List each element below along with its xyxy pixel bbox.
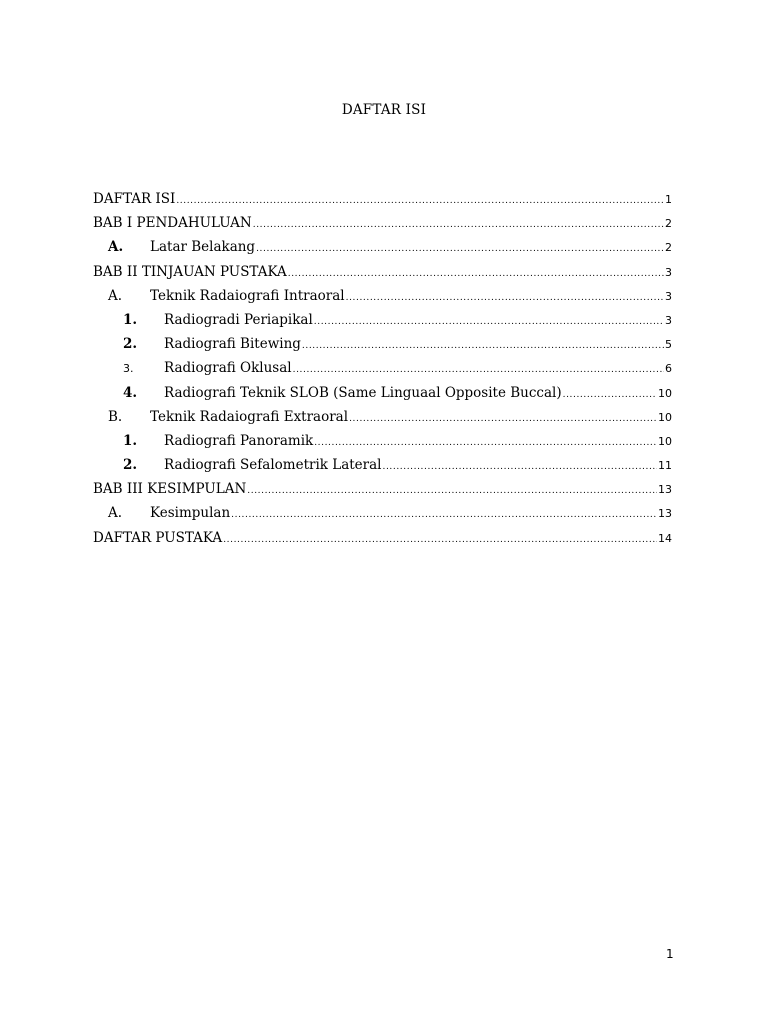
toc-entry-sefalometrik[interactable] bbox=[93, 457, 672, 481]
toc-entry-title: Radiografi Teknik SLOB (Same Linguaal Opposite Buccal) bbox=[164, 384, 562, 401]
toc-entry-page: 3 bbox=[665, 265, 672, 279]
toc-entry-periapikal[interactable] bbox=[93, 312, 672, 336]
toc-entry-number: 2. bbox=[123, 336, 138, 353]
toc-entry-page: 11 bbox=[658, 459, 672, 473]
dot-leader bbox=[349, 414, 657, 424]
dot-leader bbox=[314, 317, 664, 327]
toc-entry-number: 1. bbox=[123, 311, 138, 328]
dot-leader bbox=[293, 365, 664, 375]
toc-entry-title: BAB II TINJAUAN PUSTAKA bbox=[93, 263, 287, 280]
toc-entry-page: 5 bbox=[665, 338, 672, 352]
toc-entry-title: DAFTAR ISI bbox=[93, 191, 176, 207]
toc-entry-latar-belakang[interactable] bbox=[93, 239, 672, 263]
toc-entry-page: 1 bbox=[665, 193, 672, 206]
toc-entry-number: 1. bbox=[123, 432, 138, 449]
dot-leader bbox=[314, 438, 657, 448]
toc-entry-title: Teknik Radaiografi Intraoral bbox=[150, 287, 345, 304]
toc-entry-title: BAB I PENDAHULUAN bbox=[93, 215, 252, 232]
dot-leader bbox=[563, 390, 657, 400]
toc-entry-bab-2[interactable] bbox=[93, 264, 672, 288]
toc-entry-title: Radiogradi Periapikal bbox=[164, 311, 313, 328]
page-number: 1 bbox=[666, 947, 674, 961]
toc-entry-page: 2 bbox=[665, 217, 672, 231]
toc-entry-title: Latar Belakang bbox=[150, 239, 256, 256]
dot-leader bbox=[288, 269, 664, 279]
dot-leader bbox=[256, 244, 664, 254]
toc-entry-daftar-isi[interactable] bbox=[93, 191, 672, 215]
toc-entry-extraoral[interactable] bbox=[93, 409, 672, 433]
toc-entry-page: 13 bbox=[658, 483, 672, 497]
toc-entry-number: 3. bbox=[123, 362, 134, 376]
toc-entry-page: 10 bbox=[658, 386, 672, 400]
toc-entry-title: BAB III KESIMPULAN bbox=[93, 481, 247, 498]
toc-entry-title: Radiografi Panoramik bbox=[164, 432, 314, 449]
toc-entry-number: 4. bbox=[123, 384, 138, 401]
toc-entry-page: 6 bbox=[665, 362, 672, 376]
toc-entry-number: A. bbox=[108, 287, 123, 304]
dot-leader bbox=[382, 462, 657, 472]
toc-entry-page: 3 bbox=[665, 313, 672, 327]
toc-entry-kesimpulan[interactable] bbox=[93, 505, 672, 529]
toc-entry-page: 10 bbox=[658, 410, 672, 424]
toc-entry-page: 14 bbox=[658, 531, 672, 545]
dot-leader bbox=[231, 510, 657, 520]
dot-leader bbox=[223, 535, 657, 545]
toc-entry-bitewing[interactable] bbox=[93, 336, 672, 360]
toc-entry-page: 13 bbox=[658, 507, 672, 521]
dot-leader bbox=[176, 196, 664, 206]
toc-entry-title: Kesimpulan bbox=[150, 505, 231, 522]
dot-leader bbox=[302, 341, 664, 351]
dot-leader bbox=[346, 293, 664, 303]
toc-entry-bab-3[interactable] bbox=[93, 481, 672, 505]
toc-entry-title: DAFTAR PUSTAKA bbox=[93, 529, 223, 546]
toc-entry-title: Teknik Radaiografi Extraoral bbox=[150, 408, 349, 425]
toc-entry-number: A. bbox=[108, 505, 123, 522]
toc-entry-intraoral[interactable] bbox=[93, 288, 672, 312]
toc-entry-page: 3 bbox=[665, 289, 672, 303]
dot-leader bbox=[247, 486, 657, 496]
toc-entry-page: 2 bbox=[665, 241, 672, 255]
page-title: DAFTAR ISI bbox=[341, 102, 427, 118]
toc-entry-daftar-pustaka[interactable] bbox=[93, 530, 672, 554]
toc-entry-title: Radiografi Sefalometrik Lateral bbox=[164, 457, 382, 474]
table-of-contents bbox=[93, 191, 672, 554]
toc-entry-number: B. bbox=[108, 408, 123, 425]
toc-entry-title: Radiografi Oklusal bbox=[164, 360, 292, 377]
toc-entry-panoramik[interactable] bbox=[93, 433, 672, 457]
toc-entry-slob[interactable] bbox=[93, 385, 672, 409]
toc-entry-bab-1[interactable] bbox=[93, 215, 672, 239]
toc-entry-title: Radiografi Bitewing bbox=[164, 336, 301, 353]
dot-leader bbox=[253, 220, 664, 230]
toc-entry-page: 10 bbox=[658, 434, 672, 448]
toc-entry-oklusal[interactable] bbox=[93, 360, 672, 384]
toc-entry-number: 2. bbox=[123, 457, 138, 474]
toc-entry-number: A. bbox=[108, 239, 124, 256]
